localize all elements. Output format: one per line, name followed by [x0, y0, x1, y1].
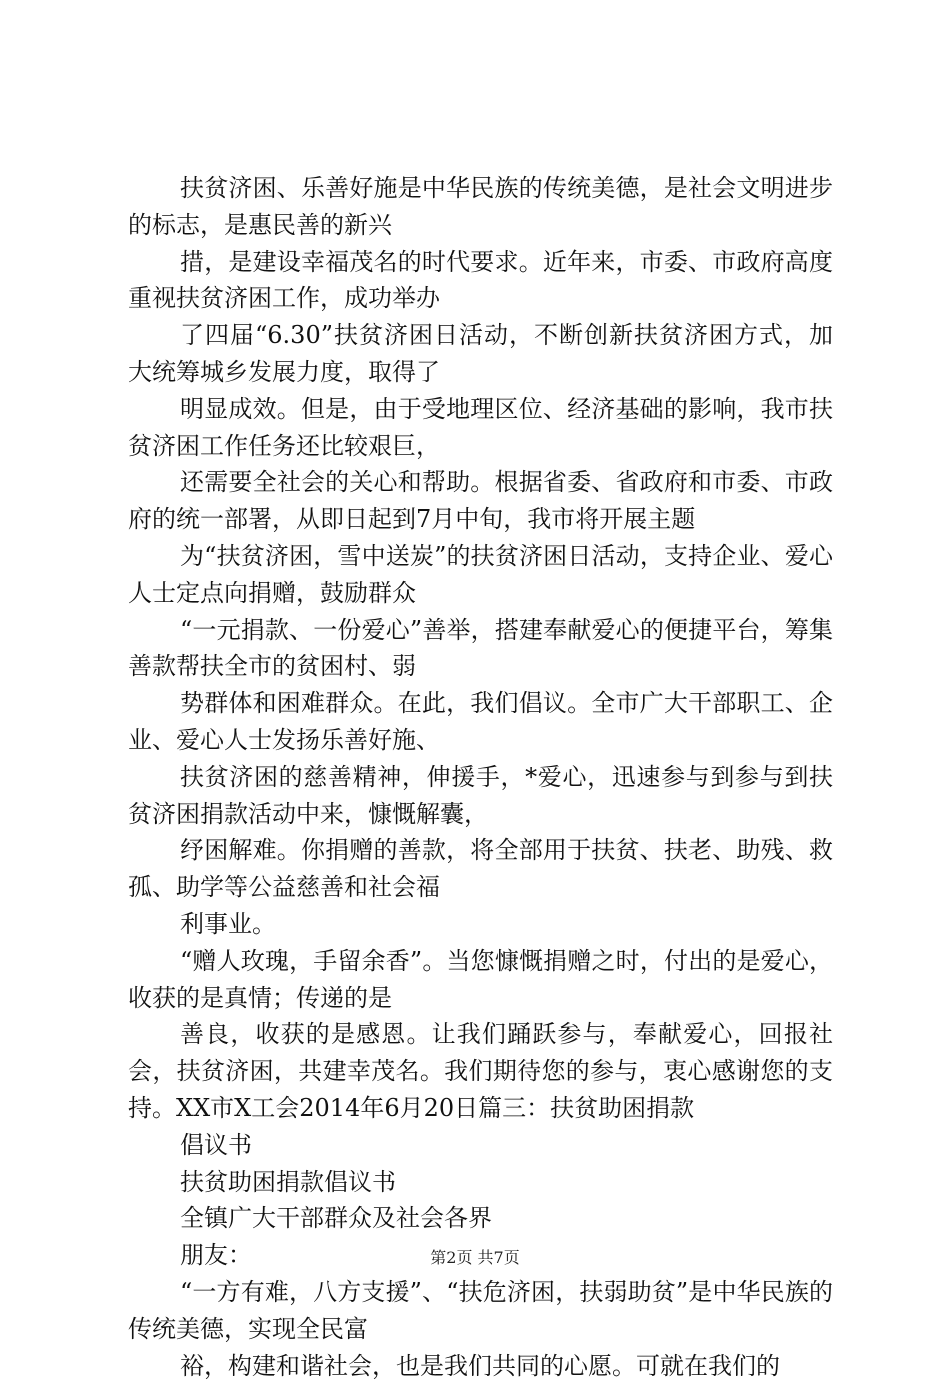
- paragraph: 扶贫助困捐款倡议书: [128, 1164, 833, 1201]
- paragraph: “一方有难，八方支援”、“扶危济困，扶弱助贫”是中华民族的传统美德，实现全民富: [128, 1274, 833, 1348]
- paragraph: 全镇广大干部群众及社会各界: [128, 1200, 833, 1237]
- paragraph: 善良，收获的是感恩。让我们踊跃参与，奉献爱心，回报社会，扶贫济困，共建幸茂名。我们期待您的参与，衷心感谢您的支持。XX市X工会2014年6月20日篇三：扶贫助困捐款: [128, 1016, 833, 1126]
- paragraph: 倡议书: [128, 1127, 833, 1164]
- paragraph: 利事业。: [128, 906, 833, 943]
- paragraph: 势群体和困难群众。在此，我们倡议。全市广大干部职工、企业、爱心人士发扬乐善好施、: [128, 685, 833, 759]
- paragraph: “一元捐款、一份爱心”善举，搭建奉献爱心的便捷平台，筹集善款帮扶全市的贫困村、弱: [128, 612, 833, 686]
- paragraph: 还需要全社会的关心和帮助。根据省委、省政府和市委、市政府的统一部署，从即日起到7月中旬，我市将开展主题: [128, 464, 833, 538]
- paragraph: 纾困解难。你捐赠的善款，将全部用于扶贫、扶老、助残、救孤、助学等公益慈善和社会福: [128, 832, 833, 906]
- paragraph: 为“扶贫济困，雪中送炭”的扶贫济困日活动，支持企业、爱心人士定点向捐赠，鼓励群众: [128, 538, 833, 612]
- paragraph: 朋友：: [128, 1237, 833, 1274]
- paragraph: 措，是建设幸福茂名的时代要求。近年来，市委、市政府高度重视扶贫济困工作，成功举办: [128, 244, 833, 318]
- paragraph: 裕，构建和谐社会，也是我们共同的心愿。可就在我们的: [128, 1348, 833, 1384]
- page-footer: [0, 1245, 950, 1268]
- page-number: 第2页 共7页: [430, 1248, 519, 1267]
- document-body: [128, 170, 833, 1384]
- paragraph: “赠人玫瑰，手留余香”。当您慷慨捐赠之时，付出的是爱心，收获的是真情；传递的是: [128, 943, 833, 1017]
- paragraph: 明显成效。但是，由于受地理区位、经济基础的影响，我市扶贫济困工作任务还比较艰巨，: [128, 391, 833, 465]
- paragraph: 扶贫济困的慈善精神，伸援手，*爱心，迅速参与到参与到扶贫济困捐款活动中来，慷慨解囊，: [128, 759, 833, 833]
- paragraph: 扶贫济困、乐善好施是中华民族的传统美德，是社会文明进步的标志，是惠民善的新兴: [128, 170, 833, 244]
- paragraph: 了四届“6.30”扶贫济困日活动，不断创新扶贫济困方式，加大统筹城乡发展力度，取得了: [128, 317, 833, 391]
